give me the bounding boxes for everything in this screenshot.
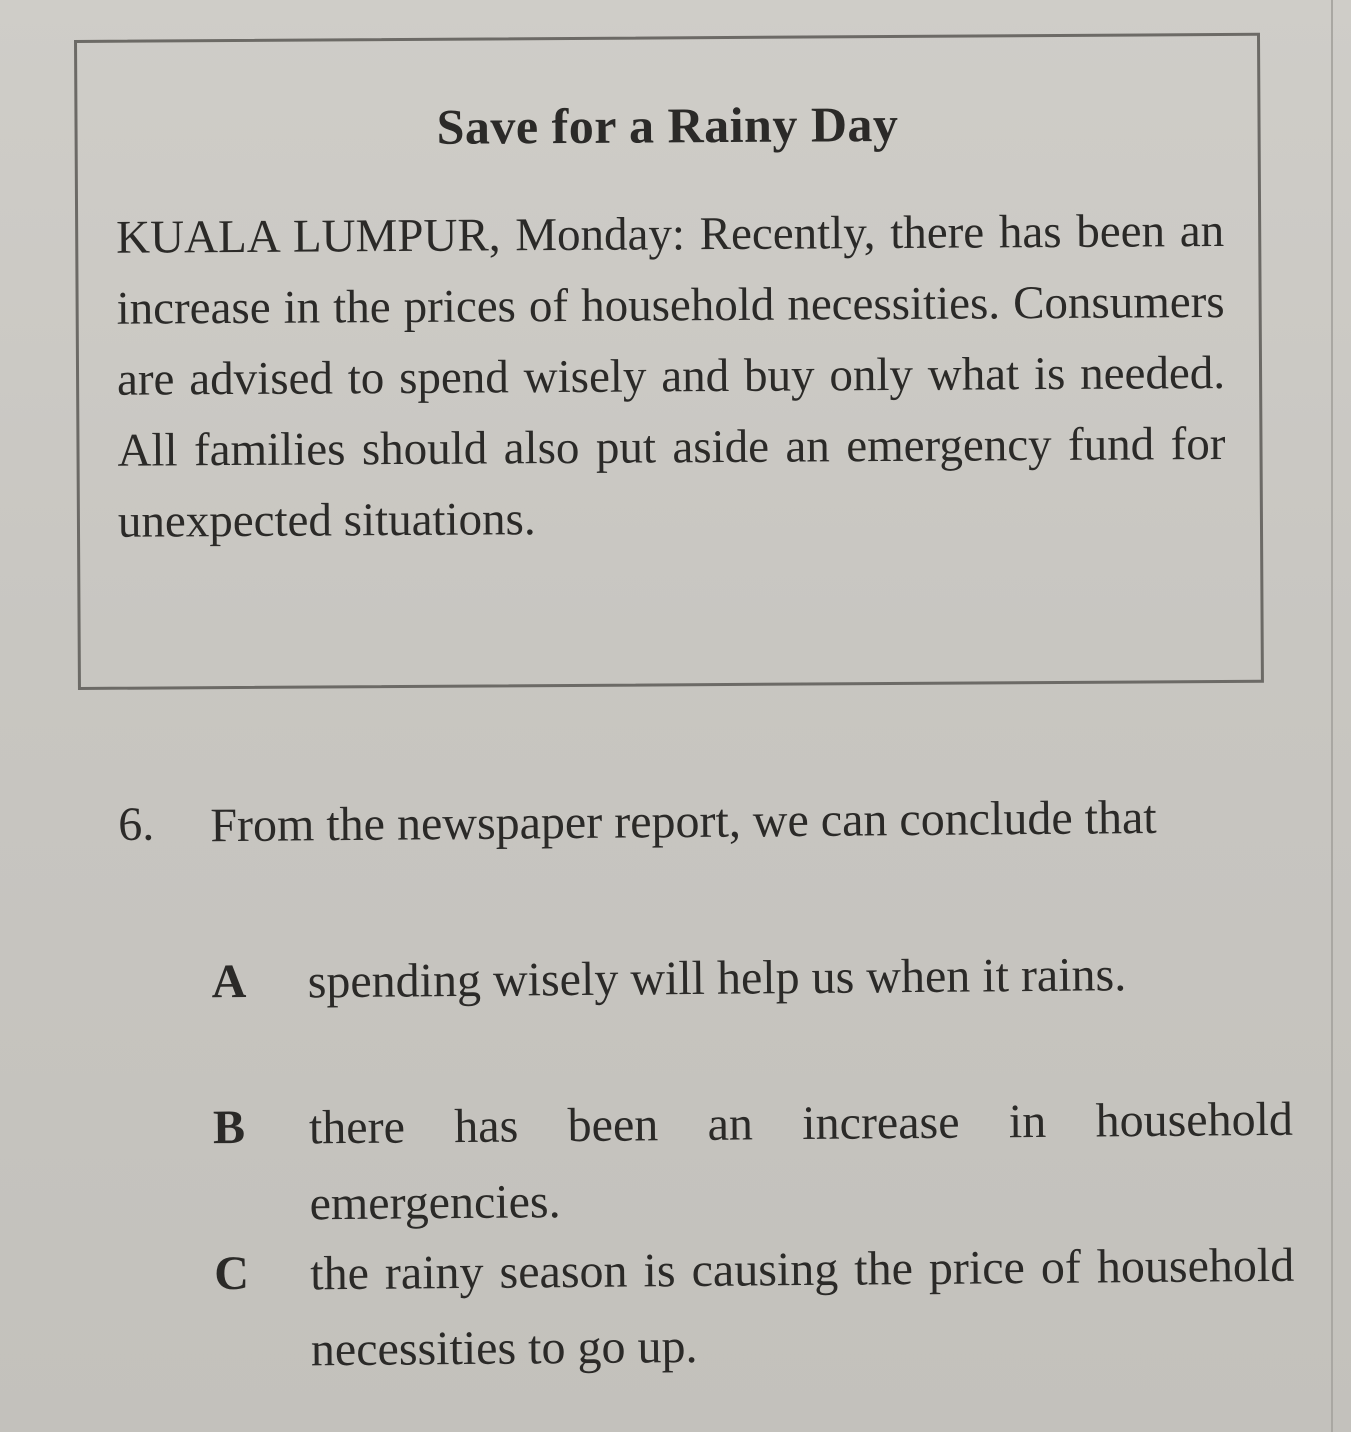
option-text: spending wisely will help us when it rains. — [307, 948, 1127, 1009]
article-body: KUALA LUMPUR, Monday: Recently, there has been an increase in the prices of household necessities. Consumers are advised to spend wisely and buy only what is needed. All families should also put aside an emergency fund for unexpected situations. — [116, 204, 1226, 548]
page-edge — [1331, 0, 1333, 1432]
option-letter: B — [212, 1100, 246, 1155]
newspaper-report-box — [74, 33, 1264, 690]
option-letter: A — [211, 954, 247, 1009]
option-a[interactable] — [211, 936, 1291, 1009]
option-letter: C — [213, 1246, 250, 1301]
question-number: 6. — [118, 797, 155, 851]
option-b[interactable] — [212, 1082, 1294, 1231]
option-text: the rainy season is causing the price of household necessities to go up. — [309, 1238, 1295, 1377]
option-text: there has been an increase in household emergencies. — [308, 1092, 1294, 1231]
article-headline: Save for a Rainy Day — [436, 95, 899, 155]
question-stem: From the newspaper report, we can conclude that — [210, 790, 1157, 853]
question-6 — [118, 780, 1295, 1377]
